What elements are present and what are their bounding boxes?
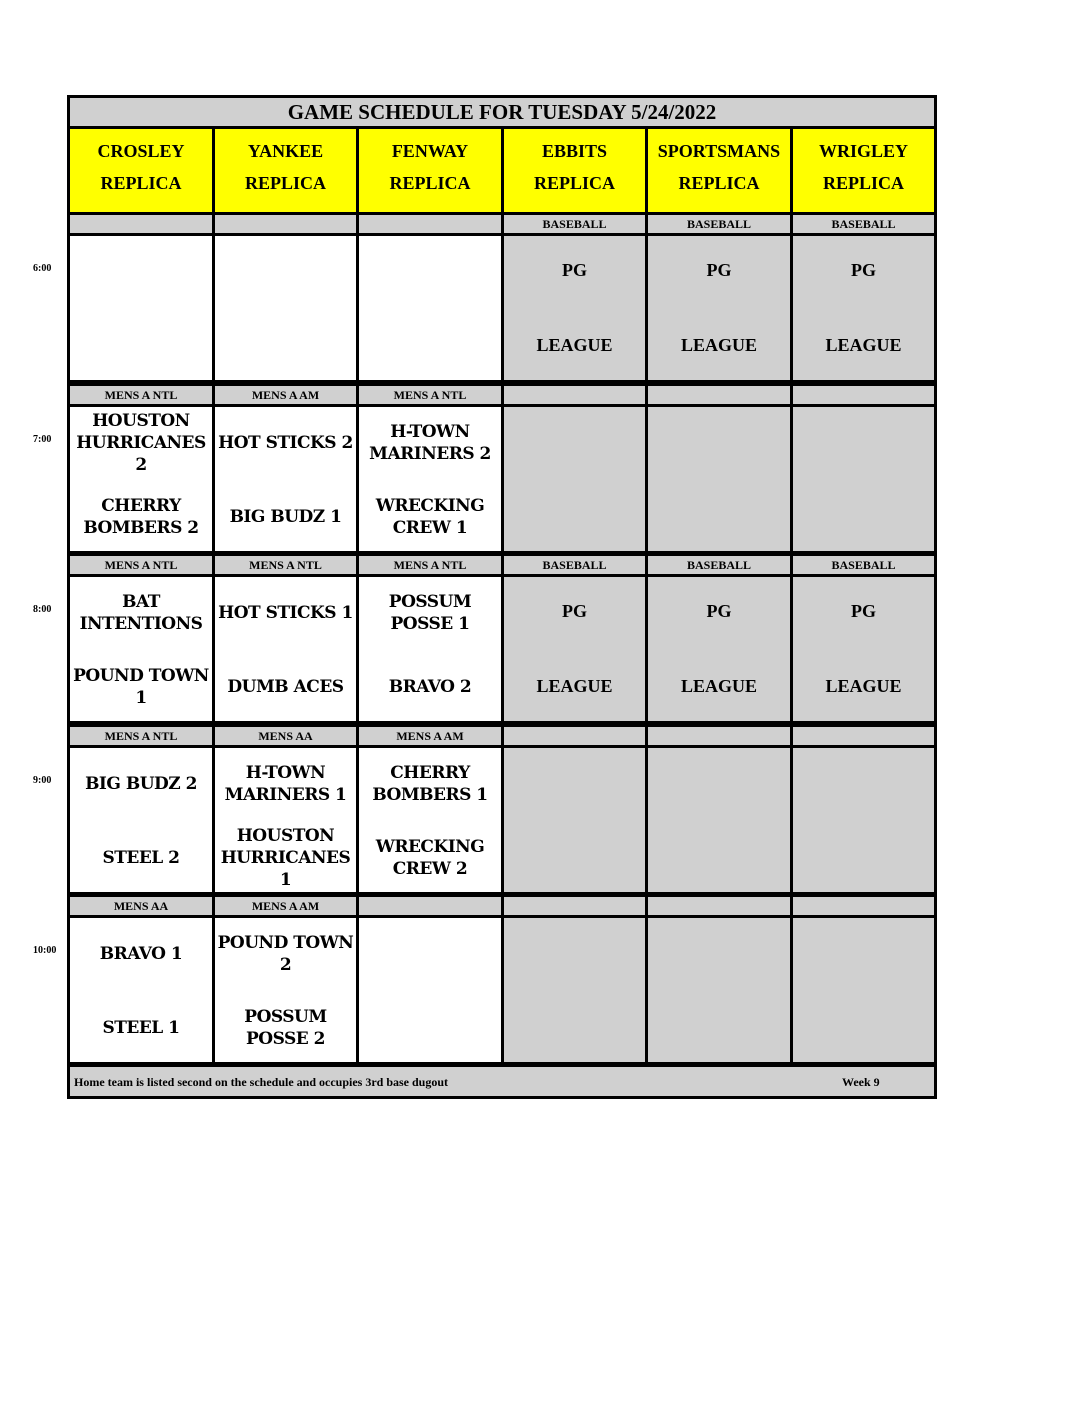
game-cell — [356, 915, 504, 1065]
away-team: HOT STICKS 2 — [218, 433, 353, 453]
division-label: MENS A NTL — [356, 383, 504, 407]
field-header-0 — [67, 126, 215, 215]
game-cell — [67, 233, 215, 383]
division-label: BASEBALL — [501, 212, 648, 236]
footer-note: Home team is listed second on the schedule and occupies 3rd base dugout — [74, 1075, 449, 1089]
field-header-4 — [645, 126, 793, 215]
home-team — [648, 834, 790, 882]
away-team — [504, 760, 645, 808]
away-team — [793, 760, 934, 808]
division-label: MENS A NTL — [67, 383, 215, 407]
game-cell — [212, 574, 359, 724]
home-team: WRECKING CREW 2 — [375, 837, 485, 879]
field-name: WRIGLEY — [818, 141, 908, 161]
home-team: HOUSTON HURRICANES 1 — [220, 826, 351, 890]
home-team: LEAGUE — [680, 335, 758, 355]
home-team — [359, 322, 501, 370]
away-team: PG — [706, 601, 732, 621]
game-cell — [501, 745, 648, 895]
game-cell — [790, 745, 937, 895]
away-team: BIG BUDZ 2 — [85, 774, 197, 794]
division-label: BASEBALL — [790, 212, 937, 236]
home-team — [793, 1004, 934, 1052]
home-team: BRAVO 2 — [388, 677, 472, 697]
field-header-5 — [790, 126, 937, 215]
week-label: Week 9 — [842, 1075, 880, 1089]
division-label: MENS AA — [67, 894, 215, 918]
field-name: YANKEE — [247, 141, 324, 161]
time-label: 8:00 — [33, 604, 52, 615]
game-cell — [67, 574, 215, 724]
home-team — [215, 322, 356, 370]
away-team: H-TOWN MARINERS 2 — [369, 422, 491, 464]
away-team: PG — [706, 260, 732, 280]
home-team: WRECKING CREW 1 — [375, 496, 485, 538]
away-team — [70, 248, 212, 296]
home-team: STEEL 1 — [102, 1018, 180, 1038]
field-subtitle: REPLICA — [678, 173, 760, 193]
game-cell — [645, 915, 793, 1065]
game-cell — [790, 915, 937, 1065]
schedule-footer — [67, 1064, 937, 1099]
home-team — [793, 493, 934, 541]
field-subtitle: REPLICA — [533, 173, 615, 193]
game-cell — [212, 404, 359, 554]
away-team: PG — [562, 260, 587, 280]
game-cell — [790, 404, 937, 554]
away-team — [648, 760, 790, 808]
schedule-title: GAME SCHEDULE FOR TUESDAY 5/24/2022 — [67, 95, 937, 129]
division-label: MENS A NTL — [67, 724, 215, 748]
game-cell — [212, 745, 359, 895]
field-name: CROSLEY — [97, 141, 185, 161]
game-cell — [501, 233, 648, 383]
away-team: POUND TOWN 2 — [217, 933, 354, 975]
away-team — [215, 248, 356, 296]
field-header-2 — [356, 126, 504, 215]
away-team: HOT STICKS 1 — [218, 603, 353, 623]
home-team: DUMB ACES — [227, 677, 344, 697]
home-team — [504, 1004, 645, 1052]
division-label: BASEBALL — [790, 553, 937, 577]
away-team — [793, 930, 934, 978]
division-label: BASEBALL — [501, 553, 648, 577]
game-cell — [212, 233, 359, 383]
away-team — [504, 419, 645, 467]
division-label: MENS A NTL — [212, 553, 359, 577]
away-team: POSSUM POSSE 1 — [388, 592, 472, 634]
away-team — [359, 248, 501, 296]
away-team — [648, 419, 790, 467]
away-team: H-TOWN MARINERS 1 — [224, 763, 347, 805]
home-team: CHERRY BOMBERS 2 — [83, 496, 199, 538]
home-team — [793, 834, 934, 882]
away-team — [504, 930, 645, 978]
home-team: LEAGUE — [680, 676, 758, 696]
game-cell — [356, 574, 504, 724]
game-cell — [645, 233, 793, 383]
division-label: BASEBALL — [645, 212, 793, 236]
away-team: PG — [851, 601, 876, 621]
home-team — [70, 322, 212, 370]
away-team — [793, 419, 934, 467]
time-label: 9:00 — [33, 775, 52, 786]
field-subtitle: REPLICA — [100, 173, 182, 193]
game-cell — [356, 745, 504, 895]
home-team: POSSUM POSSE 2 — [244, 1007, 327, 1049]
home-team: LEAGUE — [825, 676, 902, 696]
away-team: BRAVO 1 — [99, 944, 183, 964]
home-team: LEAGUE — [825, 335, 902, 355]
field-header-1 — [212, 126, 359, 215]
division-label: MENS A AM — [212, 894, 359, 918]
game-cell — [645, 574, 793, 724]
time-label: 7:00 — [33, 434, 52, 445]
game-cell — [501, 574, 648, 724]
division-label: MENS A AM — [212, 383, 359, 407]
field-subtitle: REPLICA — [822, 173, 904, 193]
home-team — [504, 834, 645, 882]
game-cell — [67, 404, 215, 554]
game-cell — [645, 745, 793, 895]
field-subtitle: REPLICA — [389, 173, 471, 193]
home-team — [648, 1004, 790, 1052]
game-cell — [67, 745, 215, 895]
away-team — [359, 930, 501, 978]
game-cell — [645, 404, 793, 554]
away-team: PG — [562, 601, 587, 621]
division-label: BASEBALL — [645, 553, 793, 577]
schedule-table — [67, 95, 937, 1099]
away-team: HOUSTON HURRICANES 2 — [76, 411, 206, 475]
away-team: PG — [851, 260, 876, 280]
game-cell — [212, 915, 359, 1065]
field-name: EBBITS — [541, 141, 608, 161]
division-label: MENS AA — [212, 724, 359, 748]
away-team — [648, 930, 790, 978]
away-team: BAT INTENTIONS — [79, 592, 203, 634]
game-cell — [501, 404, 648, 554]
division-label: MENS A AM — [356, 724, 504, 748]
home-team — [504, 493, 645, 541]
field-subtitle: REPLICA — [244, 173, 326, 193]
home-team: BIG BUDZ 1 — [229, 507, 342, 527]
away-team: CHERRY BOMBERS 1 — [372, 763, 488, 805]
field-name: SPORTSMANS — [657, 141, 781, 161]
division-label: MENS A NTL — [67, 553, 215, 577]
time-label: 6:00 — [33, 263, 52, 274]
game-cell — [356, 233, 504, 383]
field-header-3 — [501, 126, 648, 215]
game-cell — [501, 915, 648, 1065]
game-cell — [356, 404, 504, 554]
home-team — [648, 493, 790, 541]
game-cell — [67, 915, 215, 1065]
home-team — [359, 1004, 501, 1052]
time-label: 10:00 — [33, 945, 57, 956]
division-label: MENS A NTL — [356, 553, 504, 577]
home-team: STEEL 2 — [102, 848, 180, 868]
home-team: LEAGUE — [536, 335, 613, 355]
home-team: POUND TOWN 1 — [73, 666, 209, 708]
field-name: FENWAY — [391, 141, 469, 161]
game-cell — [790, 233, 937, 383]
home-team: LEAGUE — [536, 676, 613, 696]
game-cell — [790, 574, 937, 724]
